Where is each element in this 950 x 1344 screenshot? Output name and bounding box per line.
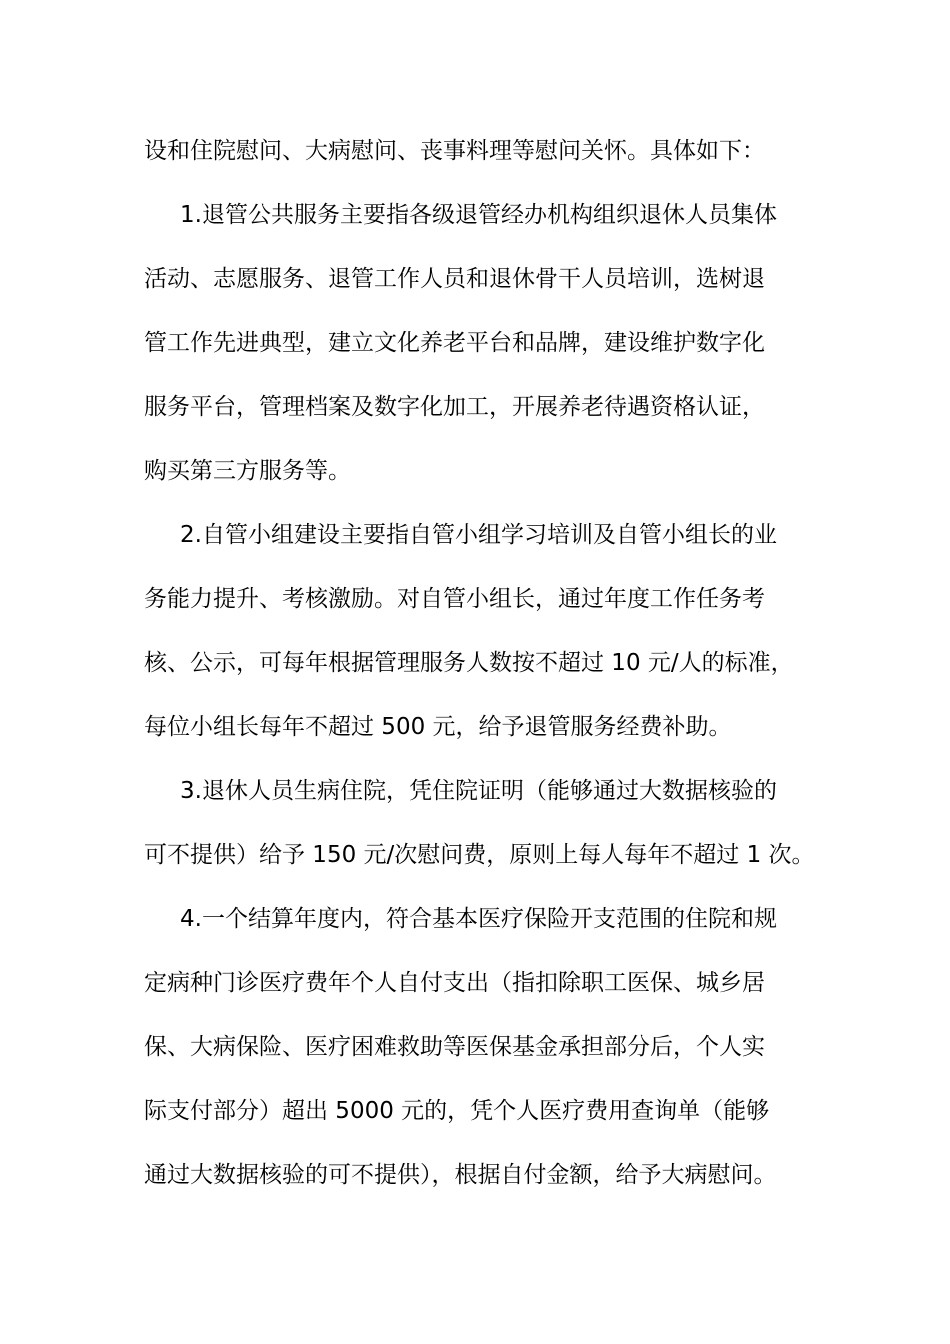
text-line: 服务平台，管理档案及数字化加工，开展养老待遇资格认证， xyxy=(144,394,765,420)
text-line: 设和住院慰问、大病慰问、丧事料理等慰问关怀。具体如下： xyxy=(144,138,765,164)
text-line: 定病种门诊医疗费年个人自付支出（指扣除职工医保、城乡居 xyxy=(144,970,765,996)
text-line: 通过大数据核验的可不提供），根据自付金额，给予大病慰问。 xyxy=(144,1162,777,1188)
text-line: 保、大病保险、医疗困难救助等医保基金承担部分后，个人实 xyxy=(144,1034,765,1060)
text-line: 际支付部分）超出 5000 元的，凭个人医疗费用查询单（能够 xyxy=(144,1098,770,1124)
text-line: 务能力提升、考核激励。对自管小组长，通过年度工作任务考 xyxy=(144,586,765,612)
paragraph-3-start: 3.退休人员生病住院，凭住院证明（能够通过大数据核验的 xyxy=(180,778,777,804)
text-line: 活动、志愿服务、退管工作人员和退休骨干人员培训，选树退 xyxy=(144,266,765,292)
text-line: 购买第三方服务等。 xyxy=(144,458,351,484)
text-line: 可不提供）给予 150 元/次慰问费，原则上每人每年不超过 1 次。 xyxy=(144,842,815,868)
document-body xyxy=(144,124,844,1212)
paragraph-2-start: 2.自管小组建设主要指自管小组学习培训及自管小组长的业 xyxy=(180,522,777,548)
text-line: 每位小组长每年不超过 500 元，给予退管服务经费补助。 xyxy=(144,714,732,740)
paragraph-1-start: 1.退管公共服务主要指各级退管经办机构组织退休人员集体 xyxy=(180,202,777,228)
text-line: 核、公示，可每年根据管理服务人数按不超过 10 元/人的标准， xyxy=(144,650,794,676)
paragraph-4-start: 4.一个结算年度内，符合基本医疗保险开支范围的住院和规 xyxy=(180,906,777,932)
text-line: 管工作先进典型，建立文化养老平台和品牌，建设维护数字化 xyxy=(144,330,765,356)
